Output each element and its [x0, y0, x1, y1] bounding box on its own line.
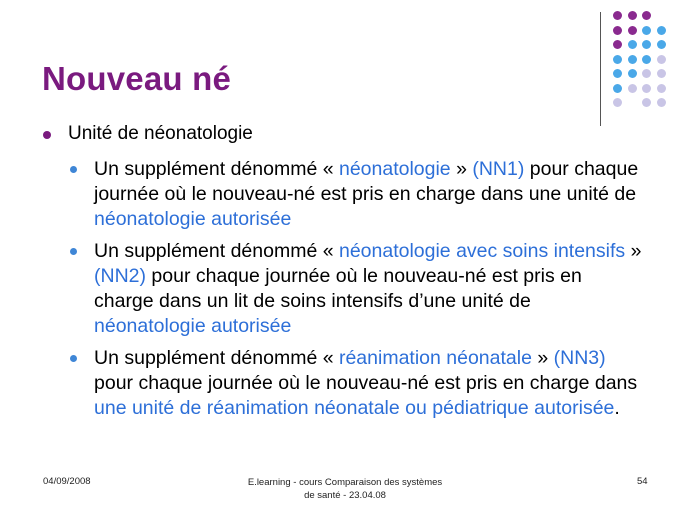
decorative-dot [642, 40, 651, 49]
highlighted-text: (NN2) [94, 265, 146, 287]
sub-bullet-1 [70, 157, 645, 232]
decorative-dot [613, 26, 622, 35]
footer-page-number: 54 [637, 476, 648, 487]
bullet-dot-icon [70, 166, 77, 173]
decorative-dot [657, 55, 666, 64]
bullet-dot-icon [43, 131, 51, 139]
bullet-dot-icon [70, 248, 77, 255]
decorative-dot [657, 84, 666, 93]
decorative-dot [628, 11, 637, 20]
highlighted-text: néonatologie autorisée [94, 315, 292, 337]
decorative-dot [628, 55, 637, 64]
text-segment: . [614, 397, 620, 419]
footer-date: 04/09/2008 [43, 476, 91, 487]
decorative-dot [613, 98, 622, 107]
decorative-divider-line [600, 12, 601, 126]
decorative-dot [613, 40, 622, 49]
text-segment: pour chaque journée où le nouveau-né est pris en charge dans un lit de soins intensifs d’une unité de [94, 265, 582, 312]
decorative-dot [642, 84, 651, 93]
sub-bullet-text [94, 157, 645, 232]
sub-bullet-text [94, 346, 645, 421]
decorative-dot [657, 98, 666, 107]
decorative-dot [642, 11, 651, 20]
sub-bullet-3 [70, 346, 645, 421]
decorative-dot [657, 69, 666, 78]
text-segment: pour chaque journée où le nouveau-né est pris en charge dans une unité de [94, 158, 639, 205]
highlighted-text: une unité de réanimation néonatale ou pédiatrique autorisée [94, 397, 615, 419]
highlighted-text: néonatologie avec soins intensifs [338, 240, 626, 262]
slide-title: Nouveau né [42, 60, 232, 97]
decorative-dot [628, 84, 637, 93]
text-segment: pour chaque journée où le nouveau-né est pris en charge dans [94, 372, 638, 394]
decorative-dot [613, 84, 622, 93]
sub-bullet-text [94, 239, 645, 339]
bullet-level1 [43, 122, 643, 146]
decorative-dot [628, 40, 637, 49]
decorative-dot [657, 26, 666, 35]
decorative-dot [657, 40, 666, 49]
sub-bullet-2 [70, 239, 645, 339]
text-segment: » [450, 158, 473, 180]
text-segment: Un supplément dénommé « [94, 240, 339, 262]
text-segment: Un supplément dénommé « [94, 158, 339, 180]
decorative-dot [613, 11, 622, 20]
highlighted-text: (NN3) [553, 347, 606, 369]
decorative-dot [628, 26, 637, 35]
decorative-dot [642, 98, 651, 107]
decorative-dot [642, 69, 651, 78]
footer-course-line1: E.learning - cours Comparaison des systèmes [247, 477, 443, 488]
bullet-level1-text: Unité de néonatologie [68, 123, 253, 144]
text-segment: Un supplément dénommé « [94, 347, 339, 369]
highlighted-text: (NN1) [472, 158, 525, 180]
text-segment: » [625, 240, 642, 262]
decorative-dot [613, 69, 622, 78]
footer-course-title [220, 476, 470, 502]
text-segment: » [531, 347, 554, 369]
bullet-dot-icon [70, 355, 77, 362]
highlighted-text: réanimation néonatale [338, 347, 532, 369]
highlighted-text: néonatologie autorisée [94, 208, 292, 230]
decorative-dot [642, 55, 651, 64]
decorative-dot [613, 55, 622, 64]
footer-course-line2: de santé - 23.04.08 [304, 490, 386, 501]
decorative-dot [628, 69, 637, 78]
decorative-dot [642, 26, 651, 35]
highlighted-text: néonatologie [338, 158, 451, 180]
